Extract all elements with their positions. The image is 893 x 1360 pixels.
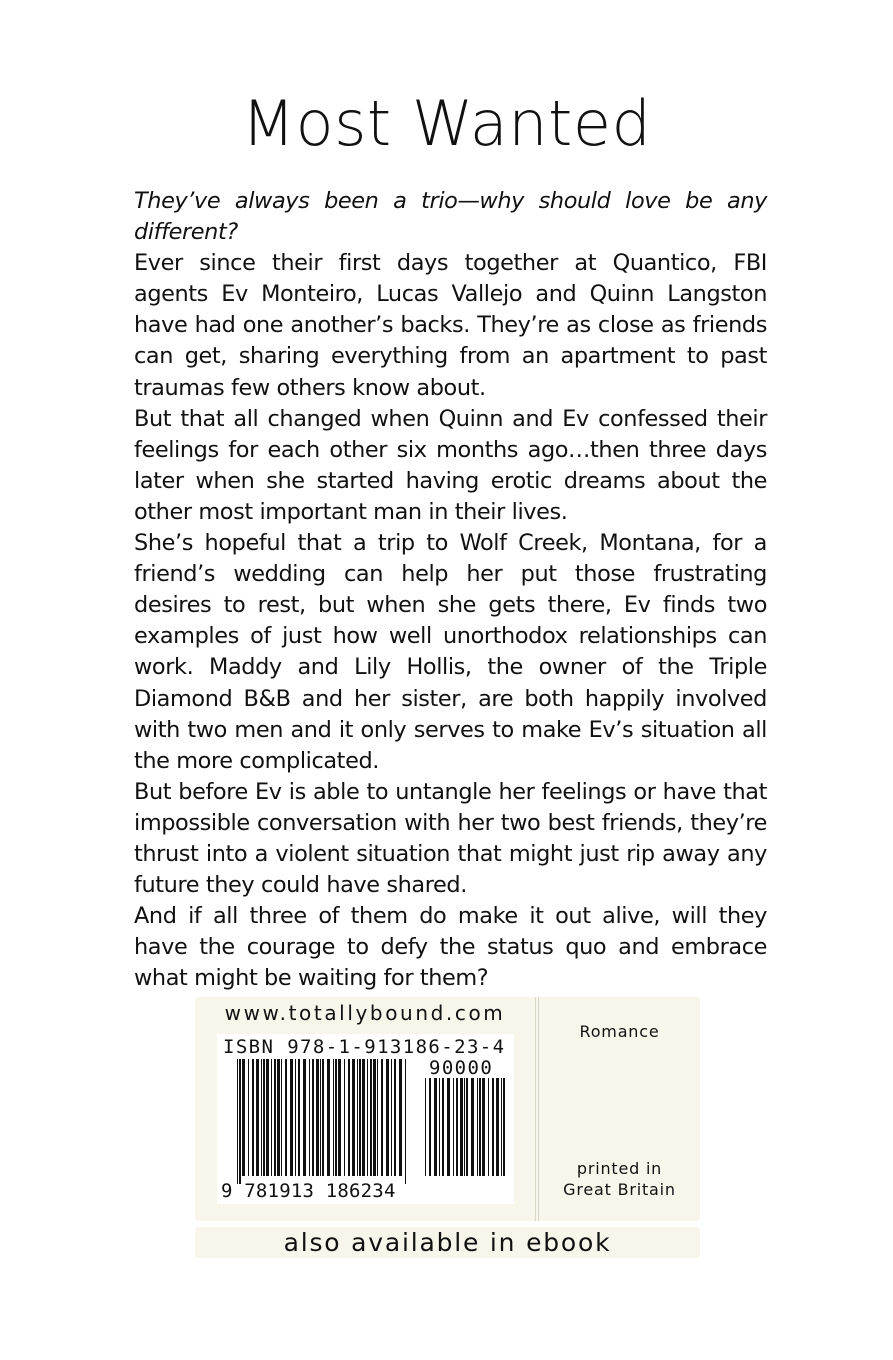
isbn-number: ISBN 978-1-913186-23-4	[223, 1036, 506, 1058]
barcode-bar	[290, 1059, 293, 1176]
barcode-bar	[479, 1078, 481, 1176]
printed-in-line-2: Great Britain	[563, 1180, 676, 1199]
barcode-bar	[399, 1059, 402, 1176]
barcode-bar	[348, 1059, 350, 1176]
barcode-bar	[285, 1059, 287, 1176]
barcode-bar	[456, 1078, 458, 1176]
blurb-paragraph-3: She’s hopeful that a trip to Wolf Creek, Montana, for a friend’s wedding can help her put those frustrating desires to rest, but when she gets there, Ev finds two examples of just how well unorthodox relationships can work. Maddy and Lily Hollis, the owner of the Triple Diamond B&B and her sister, are both happily involved with two men and it only serves to make Ev’s situation all the more complicated.	[134, 530, 767, 774]
barcode-bar	[256, 1059, 259, 1176]
barcode-bar	[327, 1059, 330, 1176]
barcode-bar	[503, 1078, 505, 1176]
barcode-bar	[263, 1059, 265, 1176]
ean-digits: 9 781913 186234	[221, 1180, 396, 1202]
barcode-bar	[303, 1059, 306, 1176]
barcode-bar	[248, 1059, 249, 1176]
barcode-bar	[471, 1078, 474, 1176]
barcode-bar	[335, 1059, 337, 1176]
barcode-bar	[359, 1059, 361, 1176]
barcode-bar	[381, 1059, 383, 1176]
price-code: 90000	[429, 1057, 494, 1079]
barcode-bar	[482, 1078, 485, 1176]
ebook-availability-note: also available in ebook	[195, 1227, 700, 1258]
barcode-bar	[492, 1078, 494, 1176]
barcode-bar	[357, 1059, 358, 1176]
barcode-bar	[460, 1078, 463, 1176]
barcode-bar	[312, 1059, 314, 1176]
barcode-bar	[338, 1059, 341, 1176]
barcode-bar	[373, 1059, 376, 1176]
blurb-paragraph-1: Ever since their first days together at Quantico, FBI agents Ev Monteiro, Lucas Vallejo and Quinn Langston have had one another’s backs. They’re as close as friends can get, sharing everything from an apartment to past traumas few others know about.	[134, 250, 767, 401]
barcode-bar	[344, 1059, 345, 1176]
barcode-bar	[309, 1059, 310, 1176]
barcode-bar	[322, 1059, 324, 1176]
barcode-bar	[266, 1059, 269, 1176]
printed-in-line-1: printed in	[576, 1159, 663, 1178]
book-title: Most Wanted	[241, 87, 652, 160]
barcode-bar	[466, 1078, 468, 1176]
blurb-paragraph-4: But before Ev is able to untangle her feelings or have that impossible conversation with her two best friends, they’re thrust into a violent situation that might just rip away any future they could have shared.	[134, 778, 767, 899]
barcode-bar	[488, 1078, 489, 1176]
barcode-bar	[252, 1059, 254, 1176]
barcode-bar	[281, 1059, 282, 1176]
barcode-bar	[391, 1059, 392, 1176]
barcode-bar	[271, 1059, 272, 1176]
barcode-bar	[362, 1059, 365, 1176]
blurb-tagline: They’ve always been a trio—why should love be any different?	[134, 188, 767, 246]
barcode-bar	[464, 1078, 465, 1176]
barcode-bar	[295, 1059, 296, 1176]
barcode-bar	[316, 1059, 319, 1176]
barcode-bar	[298, 1059, 300, 1176]
barcode-bar	[453, 1078, 454, 1176]
genre-label: Romance	[579, 1022, 660, 1041]
barcode-bar	[320, 1059, 321, 1176]
barcode-bar	[439, 1078, 440, 1176]
blurb-paragraph-2: But that all changed when Quinn and Ev confessed their feelings for each other six months ago…then three days later when she started having erotic dreams about the other most important man in their lives.	[134, 405, 767, 525]
barcode-bar	[237, 1059, 238, 1184]
panel-divider	[535, 997, 536, 1221]
barcode-bar	[394, 1059, 396, 1176]
barcode-bar	[477, 1078, 478, 1176]
barcode-bar	[386, 1059, 389, 1176]
barcode-bar	[434, 1078, 437, 1176]
barcode-bar	[501, 1078, 502, 1176]
barcode-bar	[425, 1078, 426, 1176]
barcode-bar	[370, 1059, 372, 1176]
barcode-bar	[242, 1059, 245, 1176]
barcode-bar	[277, 1059, 280, 1176]
barcode-bar	[429, 1078, 431, 1176]
barcode-bar	[239, 1059, 241, 1184]
barcode-bar	[447, 1078, 450, 1176]
barcode-bar	[405, 1059, 406, 1184]
book-blurb	[134, 186, 767, 994]
barcode-block	[217, 1034, 514, 1204]
barcode-bar	[261, 1059, 262, 1176]
barcode-bar	[442, 1078, 444, 1176]
barcode-bar	[333, 1059, 334, 1176]
barcode-bar	[496, 1078, 499, 1176]
printed-in-label	[539, 1158, 700, 1200]
barcode-bar	[377, 1059, 378, 1176]
barcode-bar	[367, 1059, 368, 1176]
barcode-bar	[274, 1059, 276, 1176]
blurb-paragraph-5: And if all three of them do make it out alive, will they have the courage to defy the status quo and embrace what might be waiting for them?	[134, 903, 767, 992]
publisher-website: www.totallybound.com	[224, 1001, 506, 1025]
publisher-info-panel	[195, 997, 700, 1221]
barcode-bar	[352, 1059, 355, 1176]
